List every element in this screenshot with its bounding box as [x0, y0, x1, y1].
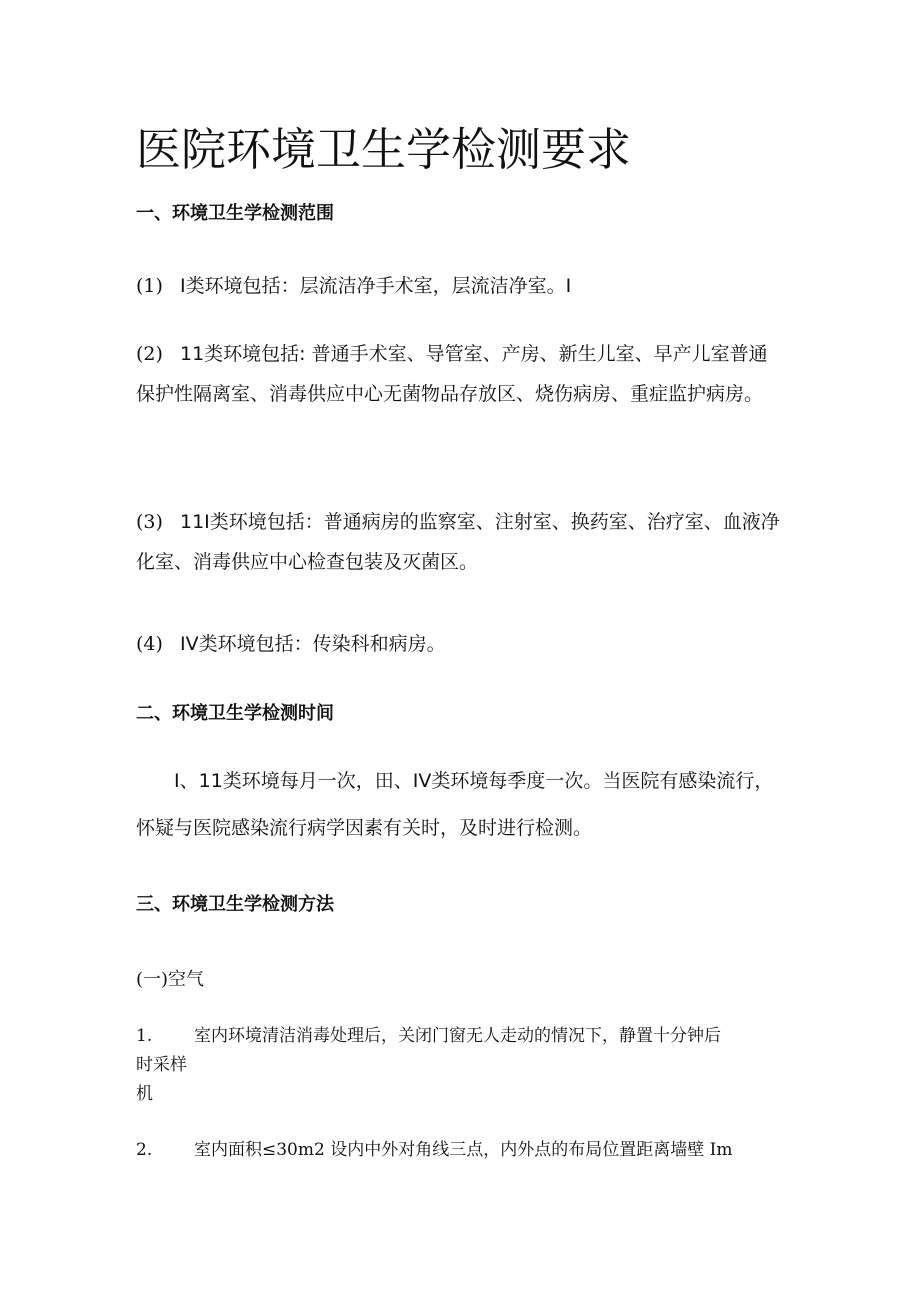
list-text-line1: 室内面积≤30m2 设内中外对角线三点，内外点的布局位置距离墙壁 Im	[194, 1140, 733, 1160]
item-number: (1)	[136, 275, 163, 297]
section-heading-time: 二、环境卫生学检测时间	[136, 703, 334, 724]
scope-item-1	[136, 266, 786, 306]
scope-item-4	[136, 624, 786, 664]
list-text-line3: 机	[136, 1084, 153, 1104]
item-text: I类环境包括：层流洁净手术室，层流洁净室。I	[180, 275, 572, 297]
section-heading-method: 三、环境卫生学检测方法	[136, 894, 334, 915]
method-item-2	[136, 1136, 786, 1165]
item-number: (2)	[136, 343, 163, 365]
item-number: (3)	[136, 511, 163, 533]
subheading-air: (一)空气	[136, 969, 205, 990]
scope-item-3	[136, 502, 786, 582]
document-title: 医院环境卫生学检测要求	[136, 123, 632, 176]
item-number: (4)	[136, 633, 163, 655]
item-text: 11I类环境包括：普通病房的监察室、注射室、换药室、治疗室、血液净化室、消毒供应中心检查包装及灭菌区。	[136, 511, 780, 573]
section-heading-scope: 一、环境卫生学检测范围	[136, 203, 334, 224]
list-number: 1.	[136, 1026, 153, 1046]
item-text: IV类环境包括：传染科和病房。	[180, 633, 446, 655]
list-text-line2: 时采样	[136, 1055, 187, 1075]
item-text: 11类环境包括: 普通手术室、导管室、产房、新生儿室、早产儿室普通保护性隔离室、消毒供应中心无菌物品存放区、烧伤病房、重症监护病房。	[136, 343, 768, 405]
list-text-line1: 室内环境清洁消毒处理后，关闭门窗无人走动的情况下，静置十分钟后	[194, 1026, 721, 1046]
list-number: 2.	[136, 1140, 153, 1160]
method-item-1	[136, 1022, 786, 1109]
scope-item-2	[136, 334, 786, 414]
time-paragraph: I、11类环境每月一次，田、IV类环境每季度一次。当医院有感染流行，怀疑与医院感染流行病学因素有关时，及时进行检测。	[136, 770, 774, 839]
